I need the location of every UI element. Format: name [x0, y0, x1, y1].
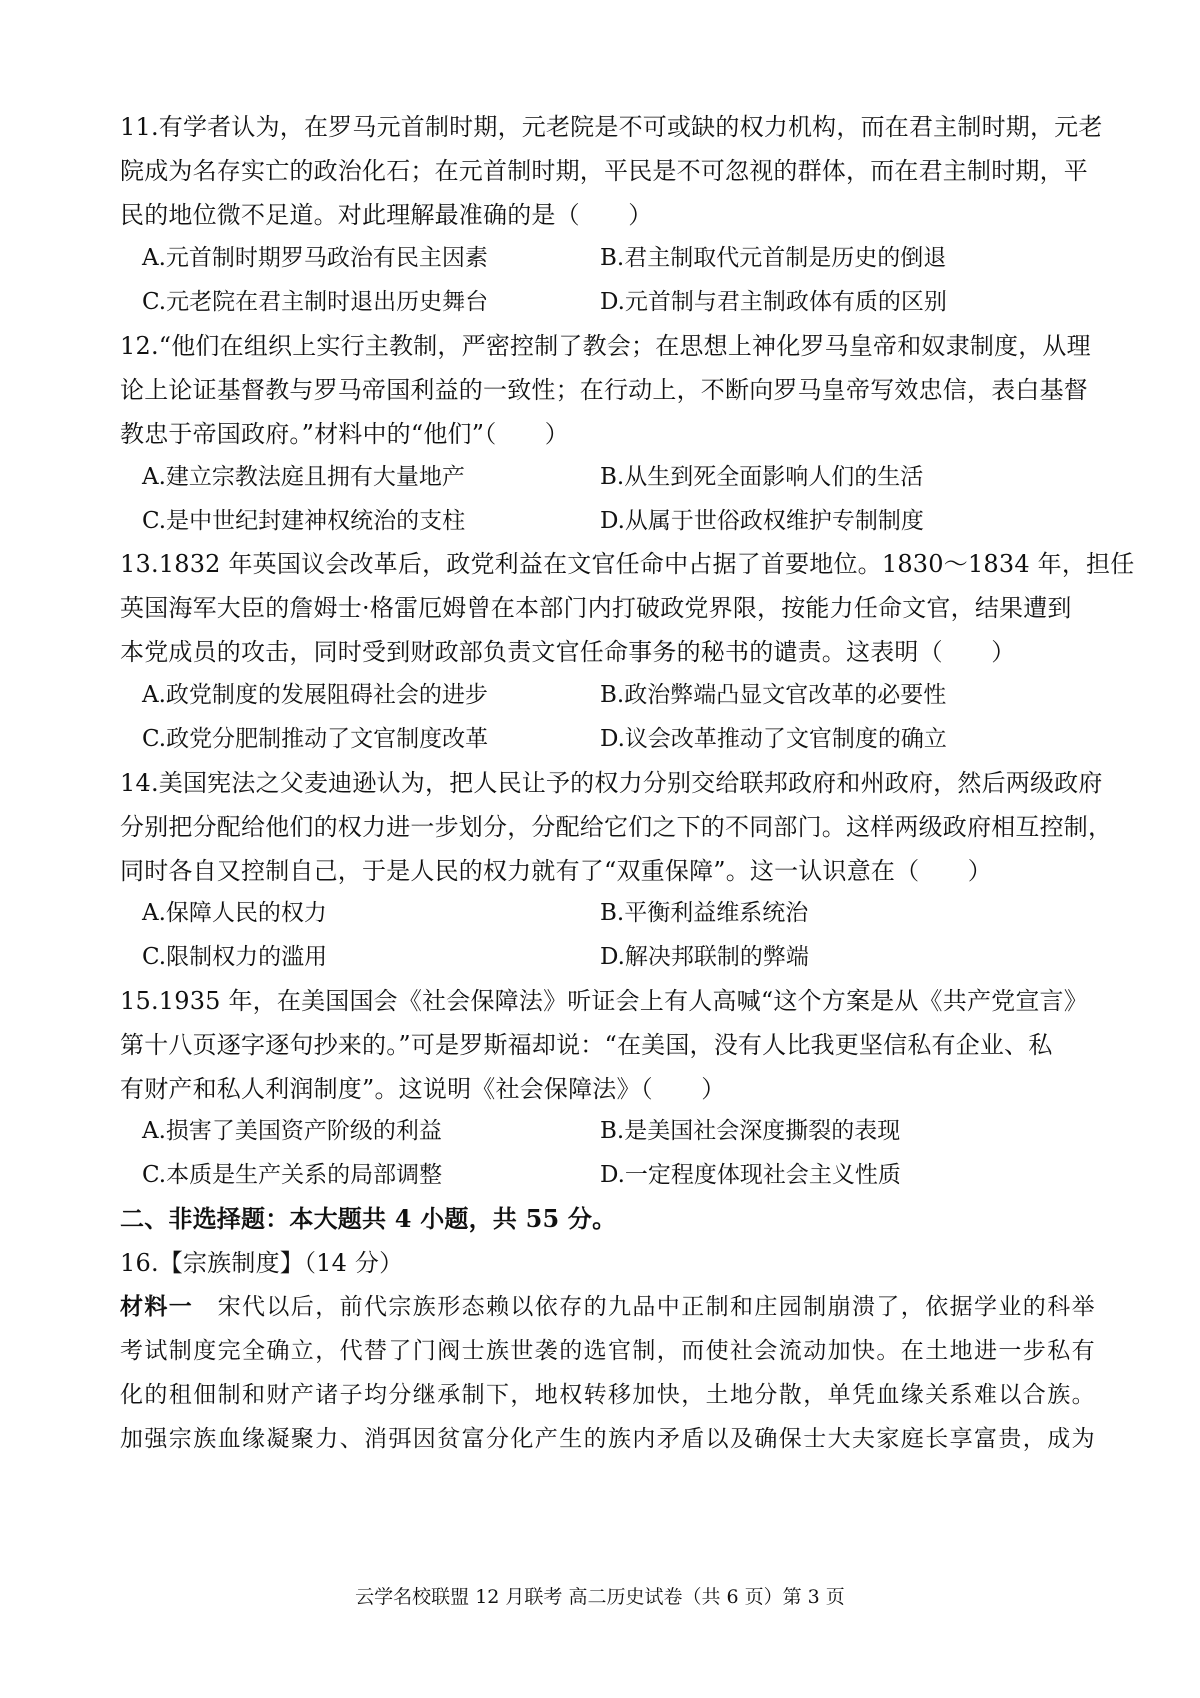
- q14-option-a: A.保障人民的权力: [142, 900, 327, 926]
- q14-stem-line-3: 同时各自又控制自己，于是人民的权力就有了“双重保障”。这一认识意在（ ）: [120, 857, 992, 885]
- material-1-line-2: 考试制度完全确立，代替了门阀士族世袭的选官制，而使社会流动加快。在土地进一步私有: [120, 1338, 1096, 1364]
- q13-option-a: A.政党制度的发展阻碍社会的进步: [142, 682, 488, 708]
- q13-option-b: B.政治弊端凸显文官改革的必要性: [600, 682, 947, 708]
- q11-option-c: C.元老院在君主制时退出历史舞台: [142, 289, 489, 315]
- q14-stem-line-1: 14.美国宪法之父麦迪逊认为，把人民让予的权力分别交给联邦政府和州政府，然后两级政府: [120, 769, 1103, 797]
- material-1-text: 宋代以后，前代宗族形态赖以依存的九品中正制和庄园制崩溃了，依据学业的科举: [193, 1294, 1097, 1320]
- q14-option-d: D.解决邦联制的弊端: [600, 944, 809, 970]
- q15-option-a: A.损害了美国资产阶级的利益: [142, 1118, 442, 1144]
- q13-option-c: C.政党分肥制推动了文官制度改革: [142, 726, 489, 752]
- q12-stem-line-1: 12.“他们在组织上实行主教制，严密控制了教会；在思想上神化罗马皇帝和奴隶制度，从理: [120, 332, 1091, 360]
- q12-option-b: B.从生到死全面影响人们的生活: [600, 464, 924, 490]
- material-1-line-4: 加强宗族血缘凝聚力、消弭因贫富分化产生的族内矛盾以及确保士大夫家庭长享富贵，成为: [120, 1426, 1096, 1452]
- q15-stem-line-2: 第十八页逐字逐句抄来的。”可是罗斯福却说：“在美国，没有人比我更坚信私有企业、私: [120, 1031, 1053, 1059]
- q13-stem-line-1: 13.1832 年英国议会改革后，政党利益在文官任命中占据了首要地位。1830～1834 年，担任: [120, 550, 1135, 578]
- q13-stem-line-3: 本党成员的攻击，同时受到财政部负责文官任命事务的秘书的谴责。这表明（ ）: [120, 638, 1016, 666]
- q15-option-d: D.一定程度体现社会主义性质: [600, 1162, 901, 1188]
- q14-option-c: C.限制权力的滥用: [142, 944, 328, 970]
- q15-option-b: B.是美国社会深度撕裂的表现: [600, 1118, 901, 1144]
- q13-option-d: D.议会改革推动了文官制度的确立: [600, 726, 947, 752]
- q11-option-a: A.元首制时期罗马政治有民主因素: [142, 245, 488, 271]
- q11-stem-line-1: 11.有学者认为，在罗马元首制时期，元老院是不可或缺的权力机构，而在君主制时期，元老: [120, 113, 1103, 141]
- q13-stem-line-2: 英国海军大臣的詹姆士·格雷厄姆曾在本部门内打破政党界限，按能力任命文官，结果遭到: [120, 594, 1072, 622]
- q15-stem-line-1: 15.1935 年，在美国国会《社会保障法》听证会上有人高喊“这个方案是从《共产党宣言》: [120, 987, 1088, 1015]
- material-1-line-3: 化的租佃制和财产诸子均分继承制下，地权转移加快，土地分散，单凭血缘关系难以合族。: [120, 1382, 1096, 1408]
- q16-heading: 16.【宗族制度】（14 分）: [120, 1249, 404, 1277]
- q12-option-c: C.是中世纪封建神权统治的支柱: [142, 508, 466, 534]
- q12-option-d: D.从属于世俗政权维护专制制度: [600, 508, 924, 534]
- q11-stem-line-2: 院成为名存实亡的政治化石；在元首制时期，平民是不可忽视的群体，而在君主制时期，平: [120, 157, 1088, 185]
- q12-stem-line-2: 论上论证基督教与罗马帝国利益的一致性；在行动上，不断向罗马皇帝写效忠信，表白基督: [120, 376, 1088, 404]
- q12-option-a: A.建立宗教法庭且拥有大量地产: [142, 464, 465, 490]
- q15-option-c: C.本质是生产关系的局部调整: [142, 1162, 443, 1188]
- section-2-title: 二、非选择题：本大题共 4 小题，共 55 分。: [120, 1204, 617, 1233]
- q11-option-b: B.君主制取代元首制是历史的倒退: [600, 245, 947, 271]
- material-1-label: 材料一: [120, 1293, 194, 1320]
- q11-option-d: D.元首制与君主制政体有质的区别: [600, 289, 947, 315]
- q14-option-b: B.平衡利益维系统治: [600, 900, 809, 926]
- page-footer: 云学名校联盟 12 月联考 高二历史试卷（共 6 页）第 3 页: [355, 1586, 845, 1608]
- q12-stem-line-3: 教忠于帝国政府。”材料中的“他们”（ ）: [120, 420, 570, 448]
- q11-stem-line-3: 民的地位微不足道。对此理解最准确的是（ ）: [120, 201, 653, 229]
- q15-stem-line-3: 有财产和私人利润制度”。这说明《社会保障法》（ ）: [120, 1075, 726, 1103]
- material-1-line-1: [120, 1291, 1096, 1323]
- q14-stem-line-2: 分别把分配给他们的权力进一步划分，分配给它们之下的不同部门。这样两级政府相互控制，: [120, 813, 1113, 841]
